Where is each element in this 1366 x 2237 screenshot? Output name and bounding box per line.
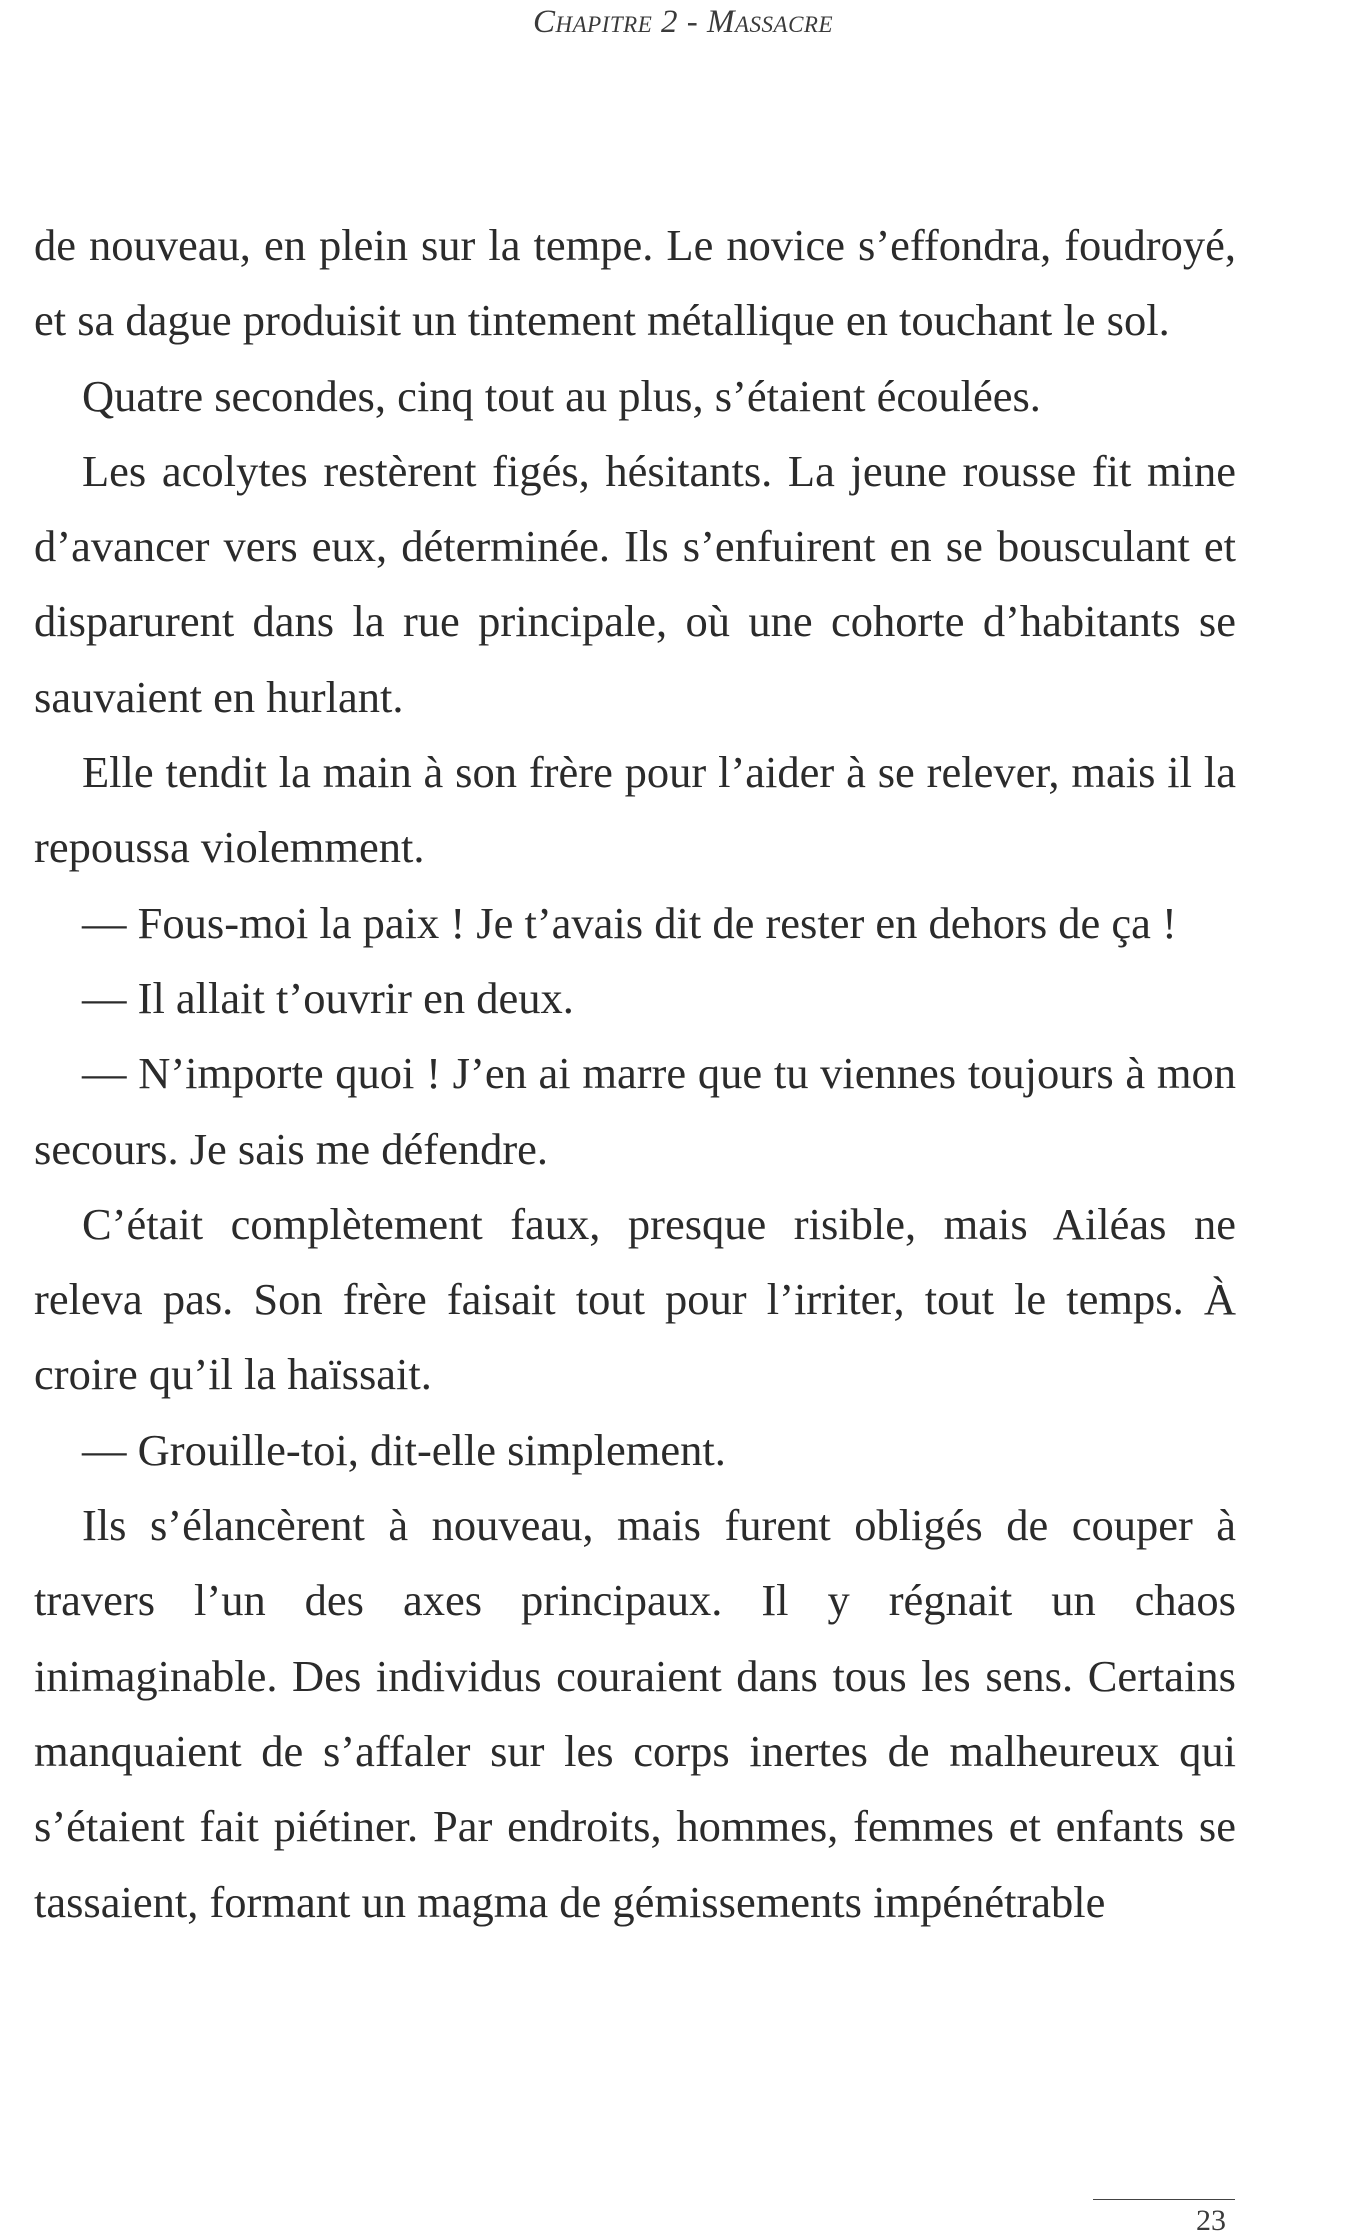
paragraph: Elle tendit la main à son frère pour l’aider à se relever, mais il la repoussa violemment. [34, 747, 1236, 873]
paragraph: Quatre secondes, cinq tout au plus, s’étaient écoulées. [82, 370, 1041, 421]
dialogue-line: — Fous-moi la paix ! Je t’avais dit de rester en dehors de ça ! [82, 897, 1177, 948]
footer-rule [1093, 2199, 1235, 2200]
page-number: 23 [1196, 2204, 1226, 2237]
dialogue-line: — N’importe quoi ! J’en ai marre que tu viennes toujours à mon secours. Je sais me défendre. [34, 1048, 1236, 1174]
running-header: Chapitre 2 - Massacre [532, 4, 834, 40]
paragraph: Les acolytes restèrent figés, hésitants. La jeune rousse fit mine d’avancer vers eux, déterminée. Ils s’enfuirent en se bousculant et disparurent dans la rue principale, où une cohorte d’habitants se sauvaient en hurlant. [34, 445, 1236, 722]
body-text [34, 208, 1236, 1940]
paragraph-continuation: de nouveau, en plein sur la tempe. Le novice s’effondra, foudroyé, et sa dague produisit un tintement métallique en touchant le sol. [34, 220, 1236, 346]
paragraph: Ils s’élancèrent à nouveau, mais furent obligés de couper à travers l’un des axes principaux. Il y régnait un chaos inimaginable. Des individus couraient dans tous les sens. Certains manquaient de s’affaler sur les corps inertes de malheureux qui s’étaient fait piétiner. Par endroits, hommes, femmes et enfants se tassaient, formant un magma de gémissements impénétrable [34, 1500, 1236, 1927]
paragraph: C’était complètement faux, presque risible, mais Ailéas ne releva pas. Son frère faisait tout pour l’irriter, tout le temps. À croire qu’il la haïssait. [34, 1198, 1236, 1400]
dialogue-line: — Il allait t’ouvrir en deux. [82, 972, 574, 1023]
dialogue-line: — Grouille-toi, dit-elle simplement. [82, 1424, 726, 1475]
